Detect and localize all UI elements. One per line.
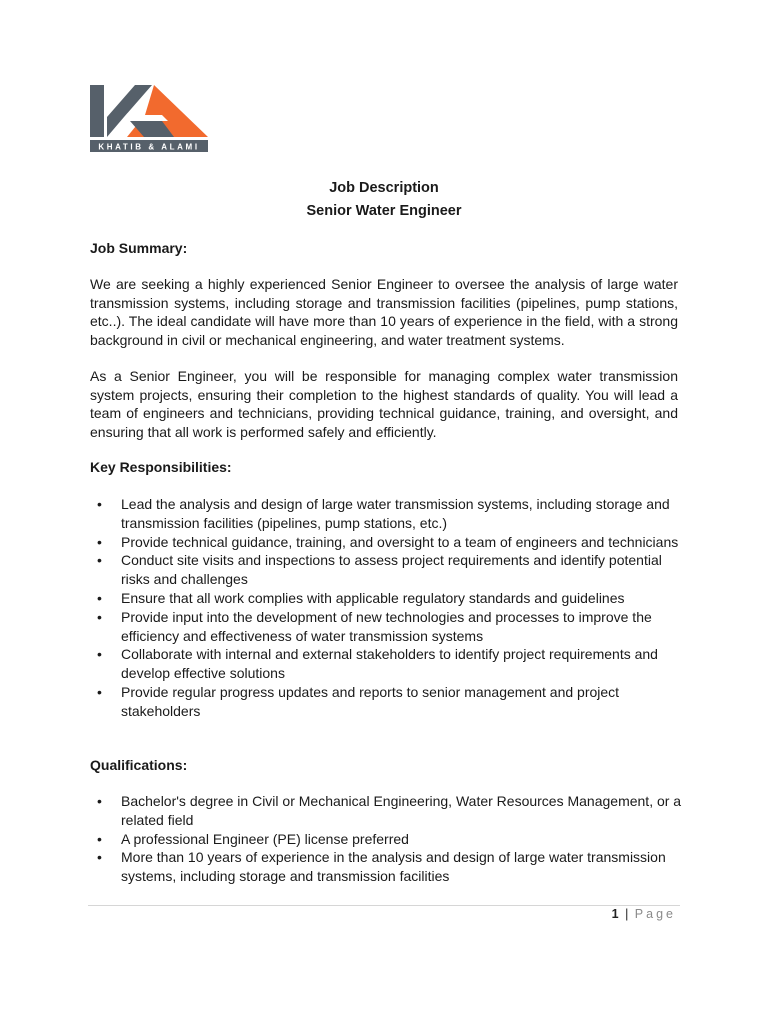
bullet-icon: • (97, 830, 102, 847)
logo-company-name: KHATIB & ALAMI (98, 142, 200, 152)
list-item-text: Provide technical guidance, training, and oversight to a team of engineers and technicians (121, 533, 679, 550)
bullet-icon: • (97, 589, 102, 606)
bullet-icon: • (97, 552, 102, 569)
bullet-icon: • (97, 683, 102, 700)
page-label: Page (634, 907, 676, 921)
list-item (90, 645, 682, 683)
list-item-text: Collaborate with internal and external stakeholders to identify project requirements and develop effective solutions (121, 646, 658, 682)
page-number (612, 907, 676, 921)
list-item (90, 792, 682, 830)
bullet-icon: • (97, 849, 102, 866)
list-item (90, 683, 682, 721)
key-responsibilities-heading: Key Responsibilities: (90, 459, 232, 475)
list-item (90, 495, 682, 533)
list-item (90, 608, 682, 646)
list-item-text: Bachelor's degree in Civil or Mechanical Engineering, Water Resources Management, or a related field (121, 793, 682, 828)
list-item-text: Provide regular progress updates and reports to senior management and project stakeholders (121, 683, 620, 719)
list-item (90, 533, 682, 552)
list-item-text: Lead the analysis and design of large water transmission systems, including storage and transmission facilities (pipelines, pump stations, etc.) (121, 496, 670, 531)
bullet-icon: • (97, 793, 102, 809)
page-number-separator: | (625, 907, 630, 921)
qualifications-list (90, 792, 682, 886)
bullet-icon: • (97, 646, 102, 663)
bullet-icon: • (97, 496, 102, 512)
list-item-text: Conduct site visits and inspections to assess project requirements and identify potential risks and challenges (121, 552, 662, 588)
list-item-text: A professional Engineer (PE) license preferred (121, 830, 409, 847)
list-item-text: More than 10 years of experience in the analysis and design of large water transmission systems, including storage and transmission facilities (121, 849, 666, 885)
bullet-icon: • (97, 608, 102, 625)
list-item (90, 830, 682, 849)
page-number-value: 1 (611, 907, 621, 921)
responsibilities-list (90, 495, 682, 721)
document-title: Job Description (329, 180, 439, 196)
footer-divider (88, 905, 680, 906)
summary-paragraph: As a Senior Engineer, you will be responsible for managing complex water transmission system projects, ensuring their completion to the highest standards of quality. You will lead a team of engineers and technicians, providing technical guidance, training, and oversight, and ensuring that all work is performed safely and efficiently. (90, 368, 678, 440)
list-item-text: Ensure that all work complies with applicable regulatory standards and guidelines (121, 589, 625, 606)
logo-k-stem (90, 85, 104, 137)
job-summary-heading: Job Summary: (90, 240, 188, 256)
list-item (90, 551, 682, 589)
list-item-text: Provide input into the development of new technologies and processes to improve the efficiency and effectiveness of water transmission systems (121, 608, 652, 644)
document-subtitle: Senior Water Engineer (306, 203, 462, 219)
list-item (90, 589, 682, 608)
list-item (90, 848, 682, 886)
bullet-icon: • (97, 533, 102, 550)
qualifications-heading: Qualifications: (90, 757, 188, 773)
summary-paragraph: We are seeking a highly experienced Senior Engineer to oversee the analysis of large water transmission systems, including storage and transmission facilities (pipelines, pump stations, etc..). The ideal candidate will have more than 10 years of experience in the field, with a strong background in civil or mechanical engineering, and water treatment systems. (90, 276, 678, 348)
company-logo (90, 85, 209, 153)
